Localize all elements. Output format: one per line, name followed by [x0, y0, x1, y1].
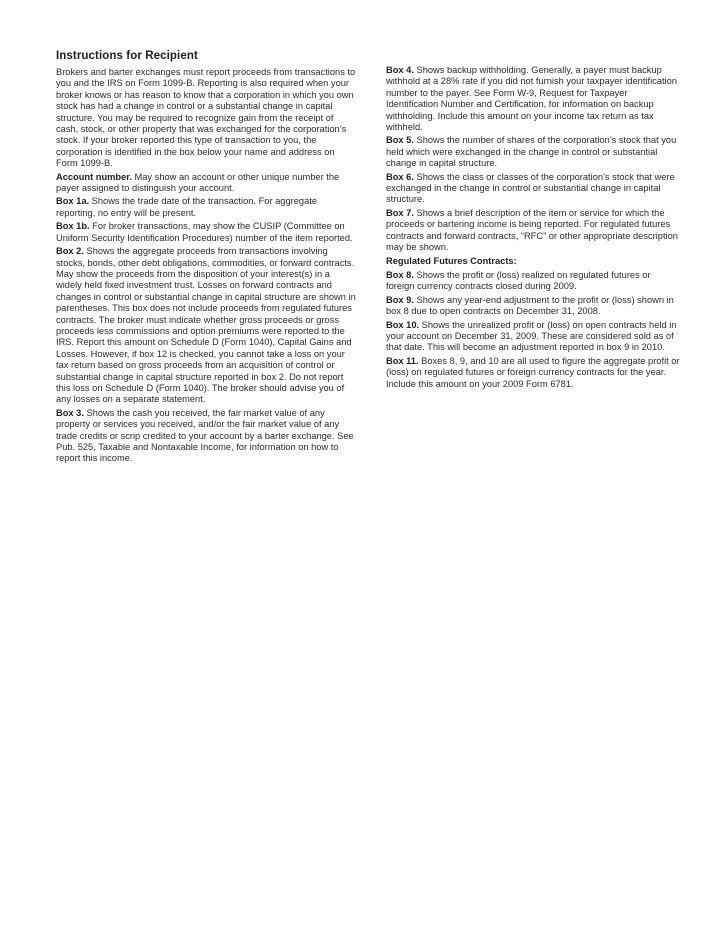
box-5-label: Box 5. [386, 135, 414, 146]
box-1b-paragraph [56, 221, 356, 244]
intro-paragraph [56, 67, 356, 170]
box-10-paragraph [386, 320, 681, 354]
box-1a-label: Box 1a. [56, 196, 90, 207]
box-3-text: Shows the cash you received, the fair market value of any property or services you received, and/or the fair market value of any trade credits or scrip credited to your account by a barter exchange. See Pub. 525, Taxable and Nontaxable Income, for information on how to report this income. [56, 407, 354, 464]
box-1a-text: Shows the trade date of the transaction. For aggregate reporting, no entry will be present. [56, 196, 317, 218]
box-7-paragraph [386, 208, 681, 254]
box-9-text: Shows any year-end adjustment to the profit or (loss) shown in box 8 due to open contracts on December 31, 2008. [386, 294, 674, 317]
box-1a-paragraph [56, 196, 356, 219]
box-3-label: Box 3. [56, 407, 84, 418]
box-10-text: Shows the unrealized profit or (loss) on open contracts held in your account on December 31, 2009. These are considered sold as of that date. This will become an adjustment reported in box 9 in 2010. [386, 319, 677, 353]
box-5-text: Shows the number of shares of the corporation’s stock that you held which were exchanged in the change in control or substantial change in capital structure. [386, 135, 677, 169]
box-2-label: Box 2. [56, 246, 84, 257]
account-number-label: Account number. [56, 171, 132, 182]
two-column-body [56, 67, 681, 467]
box-6-paragraph [386, 172, 681, 206]
box-9-label: Box 9. [386, 294, 414, 305]
intro-text: Brokers and barter exchanges must report proceeds from transactions to you and the IRS on Form 1099-B. Reporting is also required when your broker knows or has reason to know that a corporation in which you own stock has had a change in control or a substantial change in capital structure. You may be required to recognize gain from the receipt of cash, stock, or other property that was exchanged for the corporation’s stock. If your broker reported this type of transaction to you, the corporation is identified in the box below your name and address on Form 1099-B. [56, 67, 356, 169]
left-column [56, 67, 356, 467]
box-3-paragraph [56, 408, 356, 465]
box-6-label: Box 6. [386, 171, 414, 182]
page-title: Instructions for Recipient [56, 50, 198, 62]
box-11-text: Boxes 8, 9, and 10 are all used to figure the aggregate profit or (loss) on regulated futures or foreign currency contracts for the year. Include this amount on your 2009 Form 6781. [386, 355, 680, 389]
account-number-paragraph [56, 172, 356, 195]
box-10-label: Box 10. [386, 319, 420, 330]
regulated-futures-heading: Regulated Futures Contracts: [386, 255, 517, 266]
box-8-paragraph [386, 270, 681, 293]
box-5-paragraph [386, 135, 681, 169]
account-number-text: May show an account or other unique number the payer assigned to distinguish your account. [56, 171, 340, 194]
box-8-label: Box 8. [386, 269, 414, 280]
box-4-label: Box 4. [386, 65, 414, 75]
box-11-label: Box 11. [386, 355, 419, 366]
box-8-text: Shows the profit or (loss) realized on regulated futures or foreign currency contracts closed during 2009. [386, 269, 651, 292]
box-4-text: Shows backup withholding. Generally, a payer must backup withhold at a 28% rate if you did not furnish your taxpayer identification number to the payer. See Form W-9, Request for Taxpayer Identification Number and Certification, for information on backup withholding. Include this amount on your income tax return as tax withheld. [386, 65, 677, 133]
box-2-text: Shows the aggregate proceeds from transactions involving stocks, bonds, other debt obligations, commodities, or forward contracts. May show the proceeds from the disposition of your interest(s) in a widely held fixed investment trust. Losses on forward contracts and changes in control or substantial change in capital structure are shown in parentheses. This box does not include proceeds from regulated futures contracts. The broker must indicate whether gross proceeds or gross proceeds less commissions and option premiums were reported to the IRS. Report this amount on Schedule D (Form 1040), Capital Gains and Losses. However, if box 12 is checked, you cannot take a loss on your tax return based on gross proceeds from an acquisition of control or substantial change in capital structure reported in box 2. Do not report this loss on Schedule D (Form 1040). The broker should advise you of any losses on a separate statement. [56, 246, 356, 405]
right-column [386, 65, 681, 467]
box-9-paragraph [386, 295, 681, 318]
instructions-page [56, 49, 681, 467]
box-4-paragraph [386, 65, 681, 133]
box-2-paragraph [56, 246, 356, 406]
box-6-text: Shows the class or classes of the corporation’s stock that were exchanged in the change in control or substantial change in capital structure. [386, 171, 675, 205]
box-1b-text: For broker transactions, may show the CUSIP (Committee on Uniform Security Identification Procedures) number of the item reported. [56, 221, 353, 243]
box-7-label: Box 7. [386, 207, 414, 218]
box-1b-label: Box 1b. [56, 221, 90, 232]
box-11-paragraph [386, 356, 681, 390]
box-7-text: Shows a brief description of the item or service for which the proceeds or bartering income is being reported. For regulated futures contracts and forward contracts, “RFC” or other appropriate description may be shown. [386, 207, 678, 253]
